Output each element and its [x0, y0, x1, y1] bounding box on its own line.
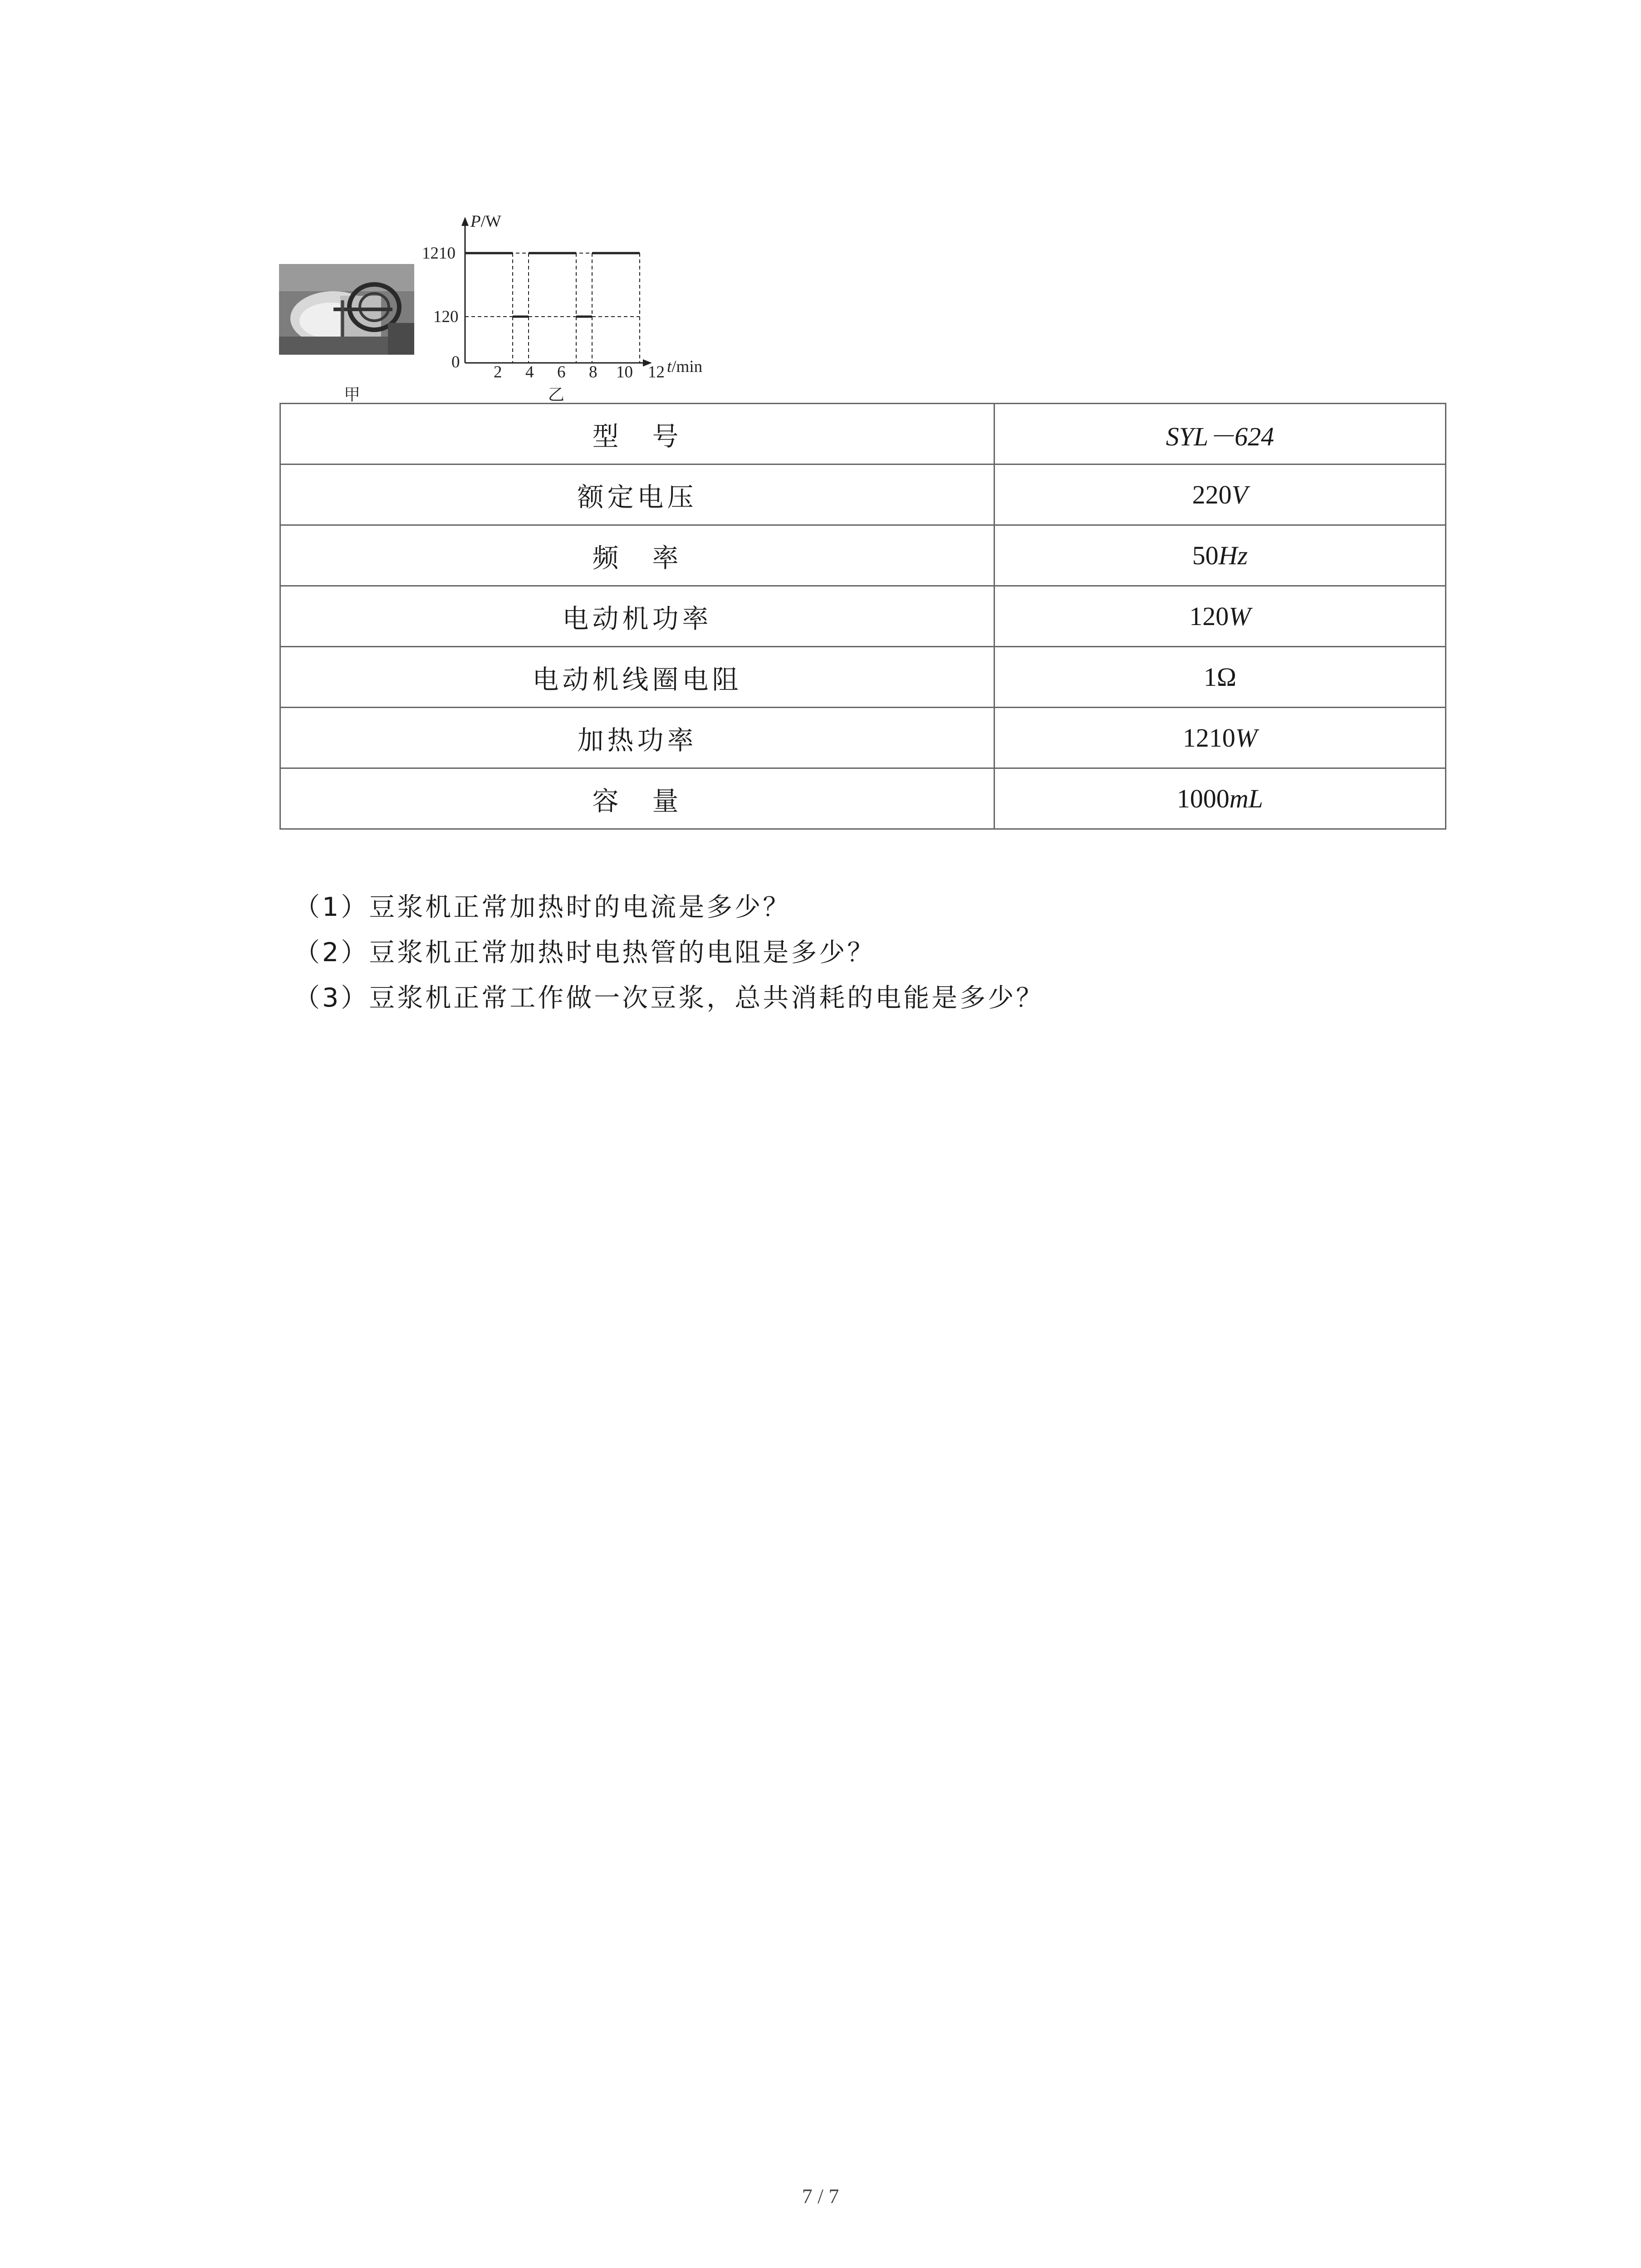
x-tick-6: 6 — [557, 363, 566, 381]
y-axis-title: P/W — [470, 212, 501, 231]
power-time-graph — [420, 213, 728, 390]
spec-value: 1Ω — [994, 647, 1446, 708]
x-tick-12: 12 — [648, 363, 665, 381]
x-tick-10: 10 — [616, 363, 633, 381]
spec-name: 电动机线圈电阻 — [280, 647, 994, 708]
soymilk-machine-photo — [279, 264, 414, 355]
table-row — [280, 525, 1446, 586]
question-2: （2）豆浆机正常加热时电热管的电阻是多少？ — [294, 938, 876, 968]
x-tick-4: 4 — [525, 363, 534, 381]
table-row — [280, 586, 1446, 647]
spec-name: 电动机功率 — [280, 586, 994, 647]
spec-name: 频 率 — [280, 525, 994, 586]
table-row — [280, 708, 1446, 768]
spec-value: 120W — [994, 586, 1446, 647]
spec-value: 1000mL — [994, 768, 1446, 829]
spec-name: 加热功率 — [280, 708, 994, 768]
spec-value: 1210W — [994, 708, 1446, 768]
figure-label-yi: 乙 — [548, 386, 565, 404]
spec-value: SYL－624 — [994, 404, 1446, 464]
spec-value: 50Hz — [994, 525, 1446, 586]
question-3: （3）豆浆机正常工作做一次豆浆，总共消耗的电能是多少？ — [294, 983, 1044, 1013]
spec-value: 220V — [994, 464, 1446, 525]
spec-name: 型 号 — [280, 404, 994, 464]
table-row — [280, 768, 1446, 829]
x-tick-2: 2 — [494, 363, 502, 381]
question-list — [294, 885, 1044, 1021]
table-row — [280, 404, 1446, 464]
page-number: 7 / 7 — [802, 2185, 839, 2208]
spec-table — [279, 403, 1446, 830]
y-tick-120: 120 — [433, 308, 459, 326]
table-row — [280, 647, 1446, 708]
spec-name: 额定电压 — [280, 464, 994, 525]
y-tick-1210: 1210 — [422, 244, 456, 263]
spec-name: 容 量 — [280, 768, 994, 829]
figure-label-jia: 甲 — [344, 386, 361, 404]
origin-label: 0 — [451, 353, 460, 371]
x-tick-8: 8 — [589, 363, 598, 381]
question-1: （1）豆浆机正常加热时的电流是多少？ — [294, 892, 791, 922]
y-axis-arrow — [461, 217, 469, 226]
x-axis-title: t/min — [667, 357, 703, 376]
table-row — [280, 464, 1446, 525]
